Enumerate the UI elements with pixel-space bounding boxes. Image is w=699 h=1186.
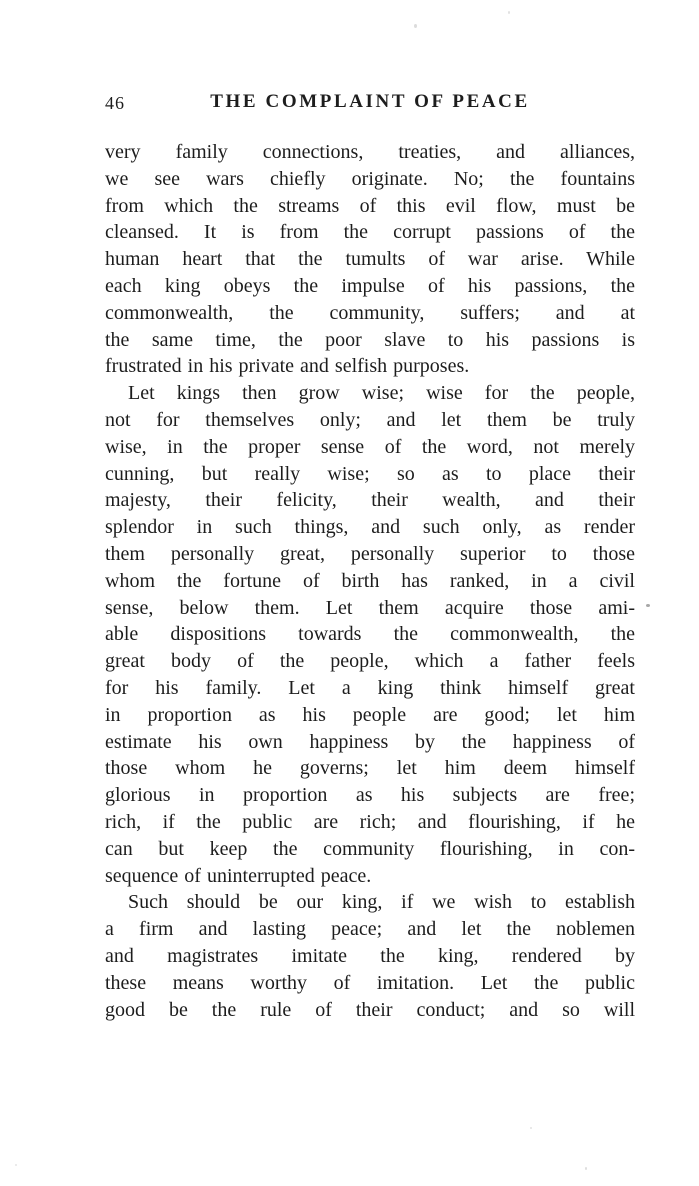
text-line: sense, below them. Let them acquire those ami- [105, 596, 635, 619]
text-line: able dispositions towards the commonwealth, the [105, 623, 635, 646]
text-line: human heart that the tumults of war arise. While [105, 248, 635, 271]
text-line: sequence of uninterrupted peace. [105, 864, 372, 887]
text-line: from which the streams of this evil flow, must be [105, 194, 635, 217]
body-text [105, 139, 635, 1023]
text-line: the same time, the poor slave to his passions is [105, 328, 635, 351]
text-line: wise, in the proper sense of the word, not merely [105, 435, 635, 458]
text-line: a firm and lasting peace; and let the noblemen [105, 918, 635, 941]
text-line: good be the rule of their conduct; and so will [105, 998, 635, 1021]
text-line: Let kings then grow wise; wise for the people, [128, 382, 635, 405]
text-line: these means worthy of imitation. Let the public [105, 971, 635, 994]
text-line: very family connections, treaties, and alliances, [105, 141, 635, 163]
scan-speck [646, 604, 650, 607]
scan-speck [530, 1127, 532, 1129]
text-line: each king obeys the impulse of his passions, the [105, 274, 635, 297]
page-header [105, 91, 635, 115]
text-line: commonwealth, the community, suffers; and at [105, 301, 635, 324]
text-line: majesty, their felicity, their wealth, and their [105, 489, 635, 512]
text-line: whom the fortune of birth has ranked, in a civil [105, 569, 635, 592]
text-line: can but keep the community flourishing, in con- [105, 837, 635, 860]
text-line: we see wars chiefly originate. No; the fountains [105, 167, 635, 190]
scan-speck [585, 1167, 587, 1170]
scan-speck [508, 11, 510, 14]
text-line: them personally great, personally superior to those [105, 542, 635, 565]
text-line: in proportion as his people are good; let him [105, 703, 635, 726]
text-line: cleansed. It is from the corrupt passions of the [105, 221, 635, 244]
text-line: great body of the people, which a father feels [105, 650, 635, 673]
running-title: THE COMPLAINT OF PEACE [210, 91, 530, 112]
page-number: 46 [105, 93, 125, 113]
text-line: estimate his own happiness by the happiness of [105, 730, 635, 753]
scan-speck [15, 1164, 17, 1166]
text-line: Such should be our king, if we wish to establish [128, 891, 635, 914]
text-line: not for themselves only; and let them be truly [105, 408, 635, 431]
text-line: those whom he governs; let him deem himself [105, 757, 635, 780]
scan-speck [414, 24, 417, 28]
text-line: for his family. Let a king think himself great [105, 676, 635, 699]
text-line: and magistrates imitate the king, rendered by [105, 944, 635, 967]
text-line: rich, if the public are rich; and flourishing, if he [105, 810, 635, 833]
text-line: glorious in proportion as his subjects are free; [105, 784, 635, 807]
text-line: splendor in such things, and such only, as render [105, 516, 635, 539]
text-line: cunning, but really wise; so as to place their [105, 462, 635, 485]
text-line: frustrated in his private and selfish purposes. [105, 355, 470, 378]
